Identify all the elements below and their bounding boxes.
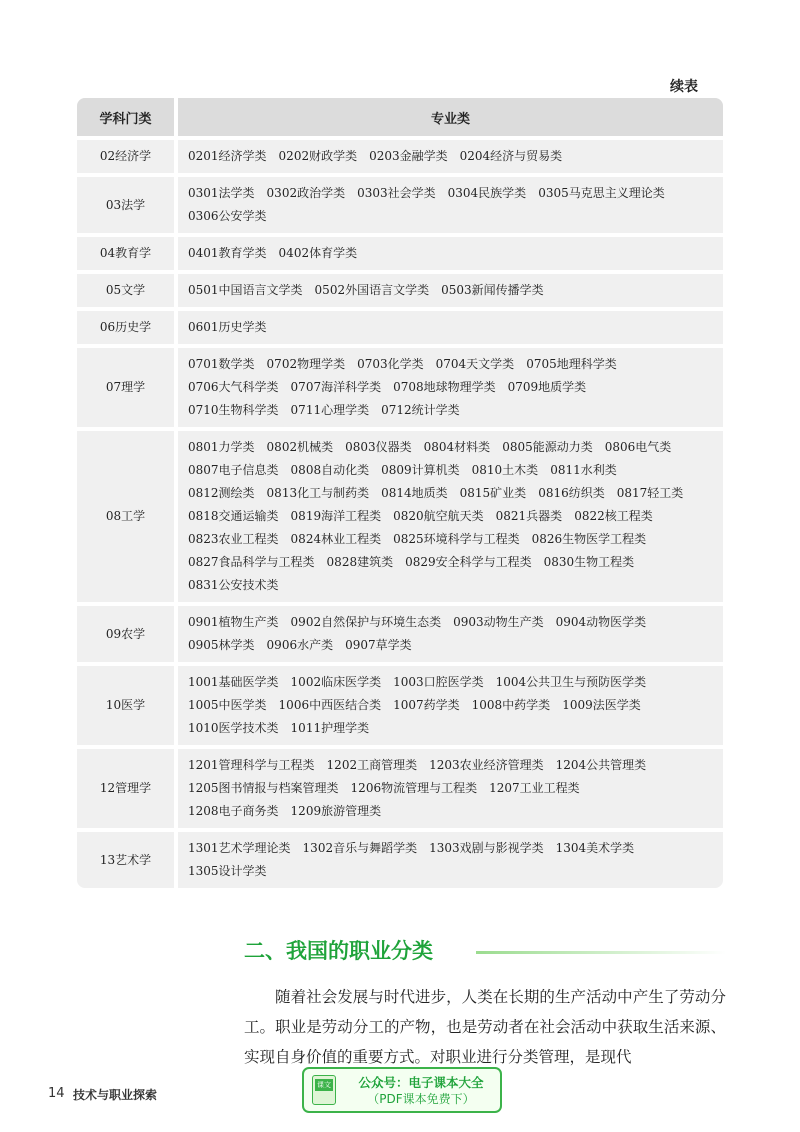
category-cell: 06历史学 <box>77 309 176 346</box>
majors-line <box>188 634 715 657</box>
table-row <box>77 429 723 604</box>
table-row <box>77 272 723 309</box>
major-item: 0907草学类 <box>345 638 412 652</box>
major-item: 0906水产类 <box>266 638 334 652</box>
major-item: 0812测绘类 <box>188 486 255 500</box>
discipline-table-container <box>77 98 723 888</box>
majors-line <box>188 182 715 205</box>
major-item: 0706大气科学类 <box>188 380 279 394</box>
header-category: 学科门类 <box>77 98 176 138</box>
major-item: 1008中药学类 <box>471 698 551 712</box>
major-item: 0805能源动力类 <box>502 440 593 454</box>
section-title: 二、我国的职业分类 <box>244 939 433 963</box>
table-row <box>77 235 723 272</box>
major-item: 0814地质类 <box>381 486 448 500</box>
majors-line <box>188 482 715 505</box>
table-header-row <box>77 98 723 138</box>
major-item: 0712统计学类 <box>381 403 460 417</box>
table-row <box>77 604 723 664</box>
majors-line <box>188 837 715 860</box>
category-cell: 03法学 <box>77 175 176 235</box>
page-number: 14 <box>48 1086 65 1101</box>
majors-cell <box>176 235 723 272</box>
major-item: 0202财政学类 <box>278 149 358 163</box>
majors-line <box>188 242 715 265</box>
major-item: 0806电气类 <box>604 440 672 454</box>
major-item: 0302政治学类 <box>266 186 346 200</box>
continued-label: 续表 <box>670 79 698 95</box>
major-item: 0807电子信息类 <box>188 463 279 477</box>
major-item: 0827食品科学与工程类 <box>188 555 315 569</box>
category-cell: 08工学 <box>77 429 176 604</box>
major-item: 0503新闻传播学类 <box>441 283 544 297</box>
title-decoration-line <box>476 951 726 954</box>
major-item: 0825环境科学与工程类 <box>393 532 520 546</box>
major-item: 0816纺织类 <box>538 486 605 500</box>
table-row <box>77 747 723 830</box>
major-item: 0401教育学类 <box>188 246 267 260</box>
majors-cell <box>176 830 723 888</box>
majors-line <box>188 528 715 551</box>
major-item: 0709地质学类 <box>507 380 587 394</box>
major-item: 1004公共卫生与预防医学类 <box>495 675 647 689</box>
major-item: 0811水利类 <box>550 463 617 477</box>
book-title: 技术与职业探索 <box>73 1088 158 1102</box>
major-item: 1208电子商务类 <box>188 804 279 818</box>
watermark-line-2: （PDF课本免费下） <box>367 1091 475 1106</box>
category-cell: 10医学 <box>77 664 176 747</box>
majors-cell <box>176 272 723 309</box>
major-item: 1302音乐与舞蹈学类 <box>302 841 418 855</box>
major-item: 0802机械类 <box>266 440 334 454</box>
major-item: 0708地球物理学类 <box>393 380 496 394</box>
major-item: 0801力学类 <box>188 440 255 454</box>
category-cell: 04教育学 <box>77 235 176 272</box>
major-item: 0905林学类 <box>188 638 255 652</box>
category-cell: 12管理学 <box>77 747 176 830</box>
major-item: 0501中国语言文学类 <box>188 283 303 297</box>
paragraph-text: 随着社会发展与时代进步，人类在长期的生产活动中产生了劳动分工。职业是劳动分工的产物，也是劳动者在社会活动中获取生活来源、实现自身价值的重要方式。对职业进行分类管理，是现代 <box>244 988 726 1066</box>
majors-line <box>188 353 715 376</box>
body-paragraph <box>244 982 726 1072</box>
major-item: 1005中医学类 <box>188 698 267 712</box>
major-item: 1002临床医学类 <box>290 675 382 689</box>
majors-cell <box>176 747 723 830</box>
majors-line <box>188 459 715 482</box>
majors-cell <box>176 346 723 429</box>
major-item: 1003口腔医学类 <box>393 675 484 689</box>
major-item: 1209旅游管理类 <box>290 804 382 818</box>
category-cell: 09农学 <box>77 604 176 664</box>
majors-line <box>188 860 715 883</box>
major-item: 0829安全科学与工程类 <box>405 555 532 569</box>
major-item: 0704天文学类 <box>435 357 515 371</box>
majors-line <box>188 399 715 422</box>
majors-line <box>188 754 715 777</box>
category-cell: 02经济学 <box>77 138 176 175</box>
major-item: 1206物流管理与工程类 <box>350 781 478 795</box>
major-item: 0809计算机类 <box>381 463 460 477</box>
major-item: 1305设计学类 <box>188 864 267 878</box>
majors-line <box>188 145 715 168</box>
major-item: 0702物理学类 <box>266 357 346 371</box>
major-item: 1304美术学类 <box>555 841 635 855</box>
major-item: 0821兵器类 <box>495 509 563 523</box>
majors-line <box>188 436 715 459</box>
table-row <box>77 175 723 235</box>
table-row <box>77 309 723 346</box>
majors-cell <box>176 138 723 175</box>
major-item: 1202工商管理类 <box>326 758 418 772</box>
major-item: 0830生物工程类 <box>543 555 635 569</box>
table-row <box>77 830 723 888</box>
major-item: 1207工业工程类 <box>489 781 580 795</box>
majors-line <box>188 505 715 528</box>
major-item: 0705地理科学类 <box>526 357 617 371</box>
watermark-banner <box>302 1067 502 1113</box>
majors-cell <box>176 309 723 346</box>
major-item: 1011护理学类 <box>290 721 370 735</box>
majors-line <box>188 611 715 634</box>
major-item: 0903动物生产类 <box>453 615 544 629</box>
majors-line <box>188 316 715 339</box>
major-item: 1010医学技术类 <box>188 721 279 735</box>
table-row <box>77 346 723 429</box>
major-item: 0831公安技术类 <box>188 578 279 592</box>
major-item: 0303社会学类 <box>357 186 436 200</box>
major-item: 0815矿业类 <box>459 486 527 500</box>
majors-cell <box>176 664 723 747</box>
category-cell: 05文学 <box>77 272 176 309</box>
badge-text: 课文 <box>317 1081 331 1089</box>
major-item: 0201经济学类 <box>188 149 267 163</box>
major-item: 0902自然保护与环境生态类 <box>290 615 442 629</box>
major-item: 0306公安学类 <box>188 209 267 223</box>
major-item: 0502外国语言文学类 <box>314 283 430 297</box>
majors-line <box>188 205 715 228</box>
major-item: 0820航空航天类 <box>393 509 484 523</box>
majors-line <box>188 551 715 574</box>
majors-line <box>188 279 715 302</box>
major-item: 1205图书情报与档案管理类 <box>188 781 339 795</box>
table-row <box>77 664 723 747</box>
major-item: 0808自动化类 <box>290 463 370 477</box>
major-item: 0304民族学类 <box>447 186 527 200</box>
major-item: 0710生物科学类 <box>188 403 279 417</box>
major-item: 1203农业经济管理类 <box>429 758 544 772</box>
major-item: 0822核工程类 <box>574 509 653 523</box>
major-item: 0701数学类 <box>188 357 255 371</box>
major-item: 0826生物医学工程类 <box>531 532 647 546</box>
major-item: 0305马克思主义理论类 <box>538 186 665 200</box>
majors-line <box>188 671 715 694</box>
major-item: 0711心理学类 <box>290 403 370 417</box>
major-item: 1006中西医结合类 <box>278 698 382 712</box>
major-item: 0810土木类 <box>471 463 539 477</box>
major-item: 0803仪器类 <box>345 440 412 454</box>
majors-line <box>188 777 715 800</box>
majors-cell <box>176 604 723 664</box>
major-item: 1001基础医学类 <box>188 675 279 689</box>
major-item: 0819海洋工程类 <box>290 509 382 523</box>
major-item: 0817轻工类 <box>616 486 684 500</box>
major-item: 0828建筑类 <box>326 555 394 569</box>
major-item: 1301艺术学理论类 <box>188 841 291 855</box>
major-item: 1009法医学类 <box>562 698 641 712</box>
major-item: 0402体育学类 <box>278 246 358 260</box>
discipline-table <box>77 98 723 888</box>
majors-line <box>188 694 715 717</box>
major-item: 0818交通运输类 <box>188 509 279 523</box>
category-cell: 13艺术学 <box>77 830 176 888</box>
book-icon <box>312 1075 336 1105</box>
majors-line <box>188 717 715 740</box>
major-item: 0707海洋科学类 <box>290 380 382 394</box>
majors-cell <box>176 175 723 235</box>
major-item: 1303戏剧与影视学类 <box>429 841 544 855</box>
majors-cell <box>176 429 723 604</box>
major-item: 0824林业工程类 <box>290 532 382 546</box>
majors-line <box>188 574 715 597</box>
major-item: 0204经济与贸易类 <box>459 149 563 163</box>
major-item: 0703化学类 <box>357 357 424 371</box>
major-item: 1007药学类 <box>393 698 460 712</box>
watermark-text <box>342 1074 500 1107</box>
major-item: 0301法学类 <box>188 186 255 200</box>
major-item: 0823农业工程类 <box>188 532 279 546</box>
table-body <box>77 138 723 888</box>
major-item: 0601历史学类 <box>188 320 267 334</box>
major-item: 0901植物生产类 <box>188 615 279 629</box>
major-item: 0804材料类 <box>423 440 491 454</box>
major-item: 0203金融学类 <box>369 149 448 163</box>
majors-line <box>188 800 715 823</box>
table-row <box>77 138 723 175</box>
category-cell: 07理学 <box>77 346 176 429</box>
watermark-line-1: 公众号：电子课本大全 <box>358 1074 484 1090</box>
major-item: 1204公共管理类 <box>555 758 647 772</box>
majors-line <box>188 376 715 399</box>
header-majors: 专业类 <box>176 98 723 138</box>
major-item: 1201管理科学与工程类 <box>188 758 315 772</box>
major-item: 0904动物医学类 <box>555 615 647 629</box>
major-item: 0813化工与制药类 <box>266 486 370 500</box>
